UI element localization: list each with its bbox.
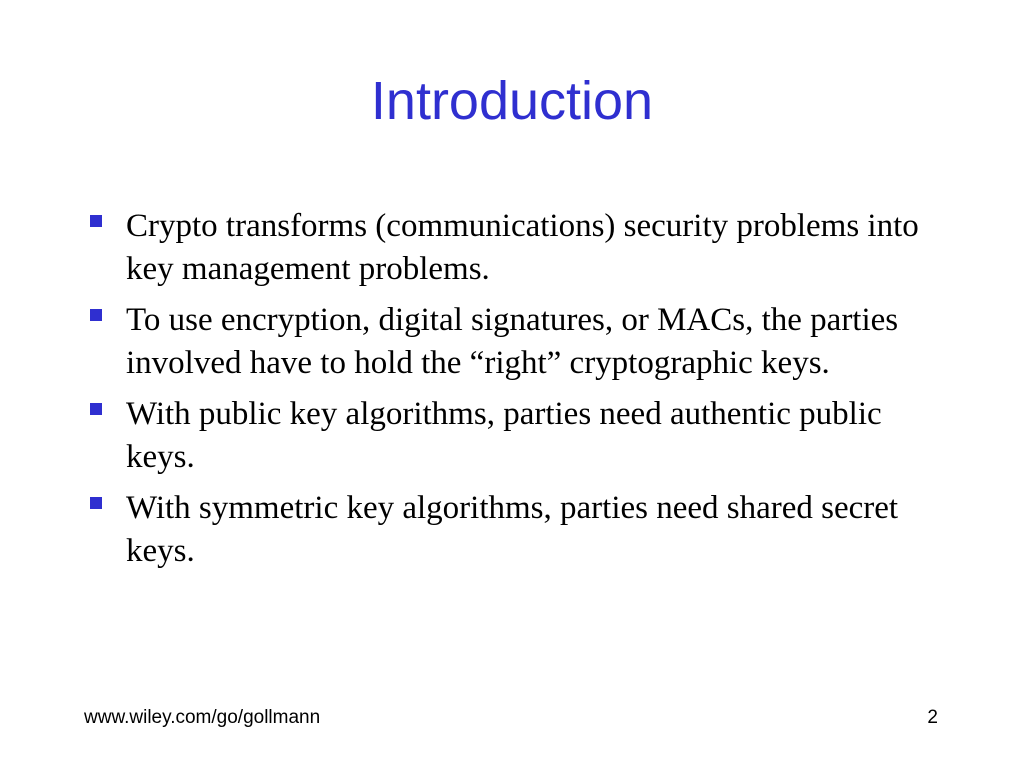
bullet-item: [88, 487, 948, 573]
bullet-item: [88, 205, 948, 291]
square-bullet-icon: [90, 497, 102, 509]
square-bullet-icon: [90, 215, 102, 227]
bullet-item: [88, 393, 948, 479]
bullet-text: With public key algorithms, parties need authentic public keys.: [126, 396, 882, 475]
bullet-text: With symmetric key algorithms, parties need shared secret keys.: [126, 490, 899, 569]
bullet-text: Crypto transforms (communications) security problems into key management problems.: [126, 208, 919, 287]
page-number: 2: [927, 707, 938, 728]
square-bullet-icon: [90, 403, 102, 415]
bullet-text: To use encryption, digital signatures, or MACs, the parties involved have to hold the “right” cryptographic keys.: [126, 302, 899, 381]
bullet-item: [88, 299, 948, 385]
footer-url: www.wiley.com/go/gollmann: [84, 707, 321, 728]
slide-title: Introduction: [370, 71, 654, 131]
bullet-list: [88, 205, 948, 581]
square-bullet-icon: [90, 309, 102, 321]
